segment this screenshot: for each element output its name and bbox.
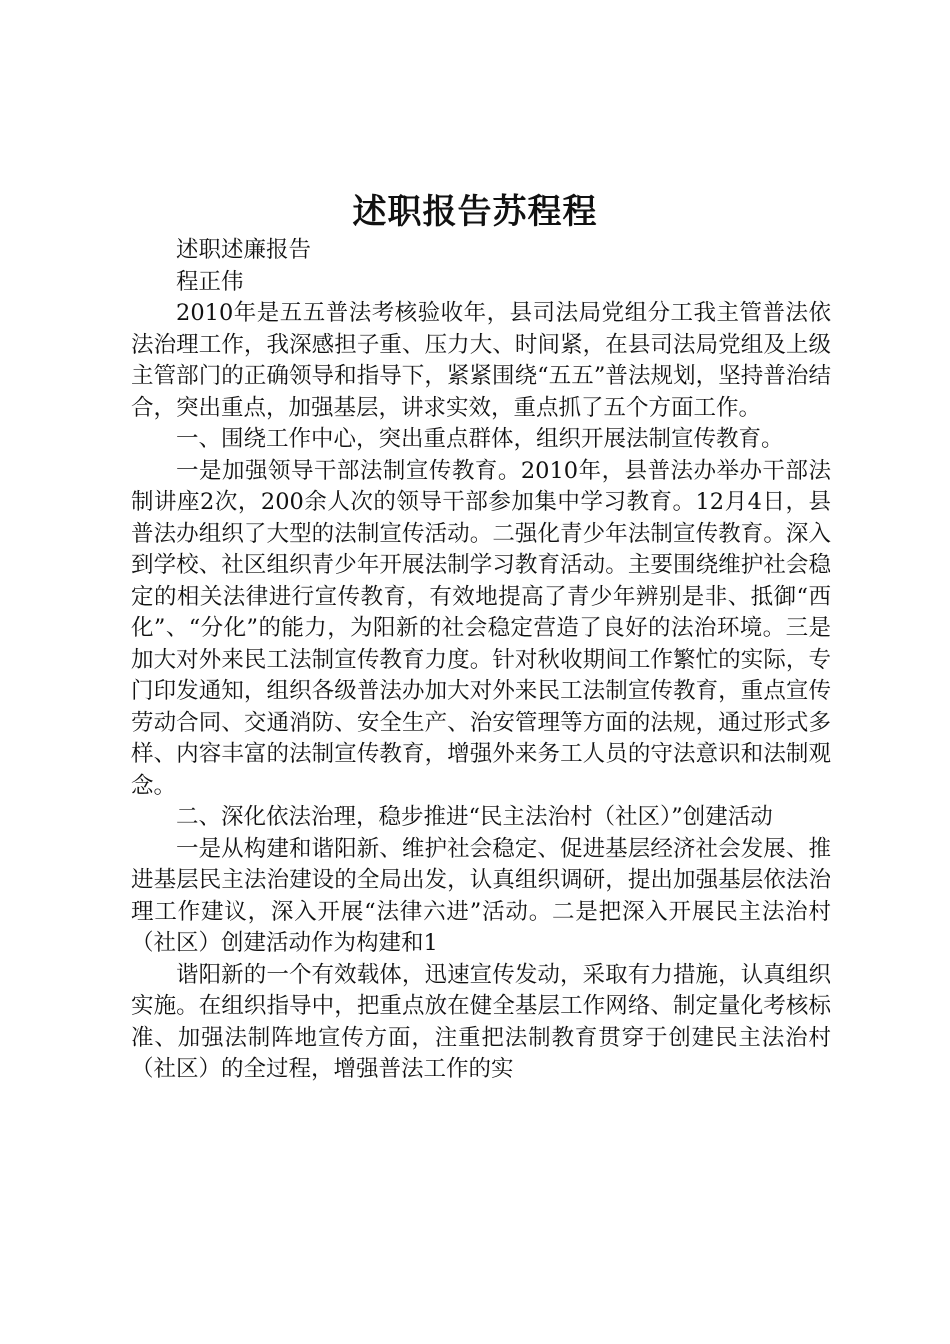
section-heading: 二、深化依法治理，稳步推进“民主法治村（社区）”创建活动 — [176, 804, 773, 830]
author-line: 程正伟 — [176, 268, 244, 295]
body-paragraph: 2010年是五五普法考核验收年，县司法局党组分工我主管普法依法治理工作，我深感担子重、压力大、时间紧，在县司法局党组及上级主管部门的正确领导和指导下，紧紧围绕“五五”普法规划，坚持普治结合，突出重点，加强基层，讲求实效，重点抓了五个方面工作。 — [131, 300, 831, 421]
body-paragraph: 一是加强领导干部法制宣传教育。2010年，县普法办举办干部法制讲座2次，200余人次的领导干部参加集中学习教育。12月4日，县普法办组织了大型的法制宣传活动。二强化青少年法制宣传教育。深入到学校、社区组织青少年开展法制学习教育活动。主要围绕维护社会稳定的相关法律进行宣传教育，有效地提高了青少年辨别是非、抵御“西化”、“分化”的能力，为阳新的社会稳定营造了良好的法治环境。三是加大对外来民工法制宣传教育力度。针对秋收期间工作繁忙的实际，专门印发通知，组织各级普法办加大对外来民工法制宣传教育，重点宣传劳动合同、交通消防、安全生产、治安管理等方面的法规，通过形式多样、内容丰富的法制宣传教育，增强外来务工人员的守法意识和法制观念。 — [131, 457, 831, 799]
body-paragraph: 一是从构建和谐阳新、维护社会稳定、促进基层经济社会发展、推进基层民主法治建设的全局出发，认真组织调研，提出加强基层依法治理工作建议，深入开展“法律六进”活动。二是把深入开展民主法治村（社区）创建活动作为构建和1 — [131, 835, 831, 956]
section-heading: 一、围绕工作中心，突出重点群体，组织开展法制宣传教育。 — [176, 426, 784, 452]
report-heading-line: 述职述廉报告 — [176, 237, 312, 263]
document-body — [131, 235, 831, 1086]
document-title: 述职报告苏程程 — [352, 192, 598, 232]
body-paragraph: 谐阳新的一个有效载体，迅速宣传发动，采取有力措施，认真组织实施。在组织指导中，把重点放在健全基层工作网络、制定量化考核标准、加强法制阵地宣传方面，注重把法制教育贯穿于创建民主法治村（社区）的全过程，增强普法工作的实 — [131, 961, 831, 1082]
